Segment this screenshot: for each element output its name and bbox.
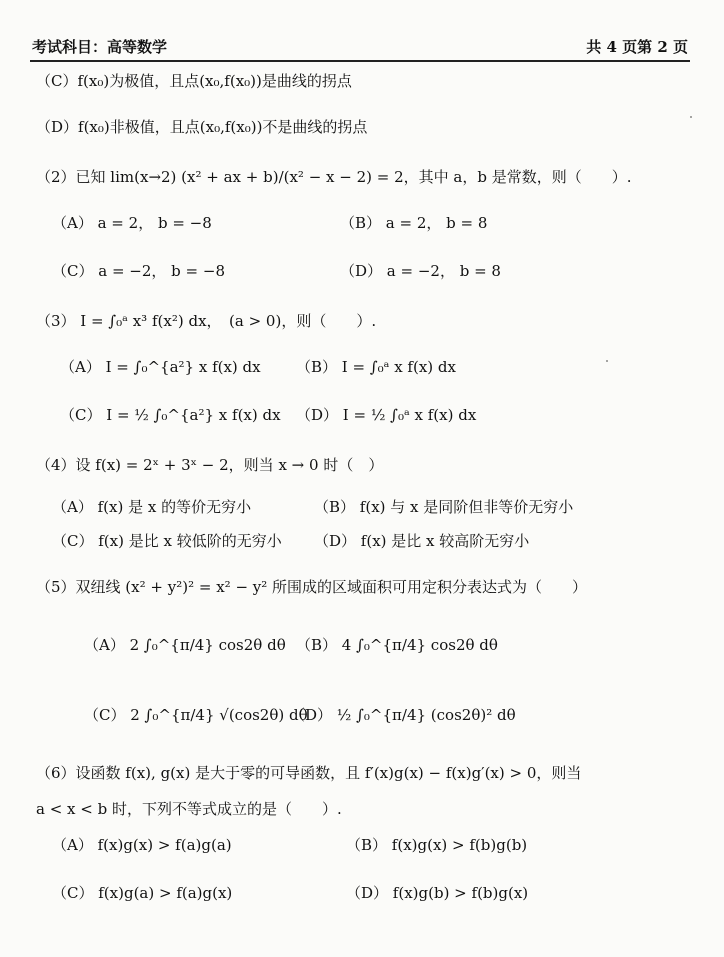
q2-option-d: （D） a = −2， b = 8 xyxy=(340,262,501,280)
q4-option-c: （C） f(x) 是比 x 较低阶的无穷小 xyxy=(52,532,282,550)
scan-speck xyxy=(606,360,608,362)
q2-stem: （2）已知 lim(x→2) (x² + ax + b)/(x² − x − 2) = 2，其中 a，b 是常数，则（ ）. xyxy=(36,168,632,186)
q3-stem: （3） I = ∫₀ᵃ x³ f(x²) dx， (a > 0)，则（ ）. xyxy=(36,312,377,330)
q1-option-c: （C）f(x₀)为极值，且点(x₀,f(x₀))是曲线的拐点 xyxy=(36,72,352,90)
q5-option-b: （B） 4 ∫₀^{π/4} cos2θ dθ xyxy=(296,636,498,654)
q6-stem-line2: a < x < b 时，下列不等式成立的是（ ）. xyxy=(36,800,342,818)
q5-stem: （5）双纽线 (x² + y²)² = x² − y² 所围成的区域面积可用定积分表达式为（ ） xyxy=(36,578,588,596)
q3-option-b: （B） I = ∫₀ᵃ x f(x) dx xyxy=(296,358,456,376)
page-number: 共 4 页第 2 页 xyxy=(586,38,688,56)
q6-option-c: （C） f(x)g(a) > f(a)g(x) xyxy=(52,884,233,902)
q2-option-b: （B） a = 2， b = 8 xyxy=(340,214,488,232)
q3-option-c: （C） I = ½ ∫₀^{a²} x f(x) dx xyxy=(60,406,281,424)
q2-option-a: （A） a = 2， b = −8 xyxy=(52,214,212,232)
q1-option-d: （D）f(x₀)非极值，且点(x₀,f(x₀))不是曲线的拐点 xyxy=(36,118,368,136)
q3-option-d: （D） I = ½ ∫₀ᵃ x f(x) dx xyxy=(296,406,477,424)
q6-option-a: （A） f(x)g(x) > f(a)g(a) xyxy=(52,836,232,854)
exam-subject: 考试科目：高等数学 xyxy=(32,38,168,56)
page-header xyxy=(30,30,690,62)
q4-option-d: （D） f(x) 是比 x 较高阶无穷小 xyxy=(314,532,530,550)
q6-stem-line1: （6）设函数 f(x), g(x) 是大于零的可导函数，且 f′(x)g(x) − f(x)g′(x) > 0，则当 xyxy=(36,764,582,782)
q5-option-c: （C） 2 ∫₀^{π/4} √(cos2θ) dθ xyxy=(84,706,308,724)
q5-option-d: （D） ½ ∫₀^{π/4} (cos2θ)² dθ xyxy=(290,706,516,724)
q4-stem: （4）设 f(x) = 2ˣ + 3ˣ − 2，则当 x → 0 时（ ） xyxy=(36,456,384,474)
q4-option-b: （B） f(x) 与 x 是同阶但非等价无穷小 xyxy=(314,498,574,516)
q6-option-b: （B） f(x)g(x) > f(b)g(b) xyxy=(346,836,528,854)
q4-option-a: （A） f(x) 是 x 的等价无穷小 xyxy=(52,498,252,516)
q5-option-a: （A） 2 ∫₀^{π/4} cos2θ dθ xyxy=(84,636,286,654)
scan-speck xyxy=(690,116,692,118)
q3-option-a: （A） I = ∫₀^{a²} x f(x) dx xyxy=(60,358,261,376)
q6-option-d: （D） f(x)g(b) > f(b)g(x) xyxy=(346,884,529,902)
q2-option-c: （C） a = −2， b = −8 xyxy=(52,262,225,280)
